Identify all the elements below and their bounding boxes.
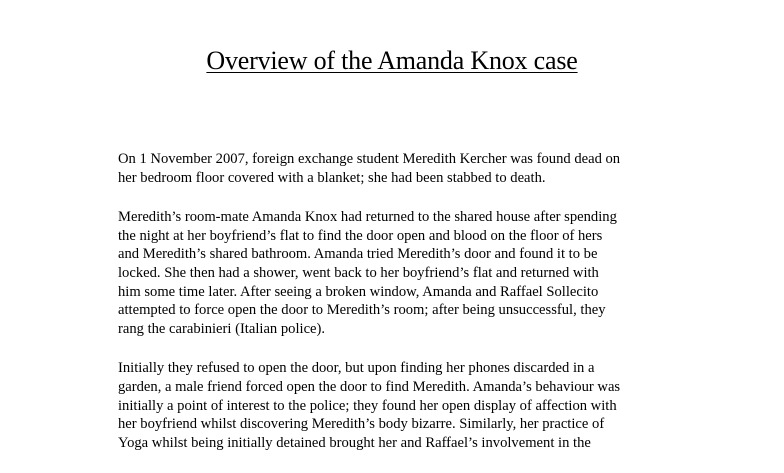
document-title-text: Overview of the Amanda Knox case	[206, 46, 578, 75]
text-line: locked. She then had a shower, went back to her boyfriend’s flat and returned with	[118, 264, 599, 281]
text-line: the night at her boyfriend’s flat to find the door open and blood on the floor of hers	[118, 227, 603, 244]
text-line: her boyfriend whilst discovering Meredith’s body bizarre. Similarly, her practice of	[118, 416, 605, 433]
paragraph-1	[118, 150, 678, 187]
text-line: initially a point of interest to the police; they found her open display of affection with	[118, 397, 617, 414]
text-line: garden, a male friend forced open the door to find Meredith. Amanda’s behaviour was	[118, 378, 621, 395]
text-line: him some time later. After seeing a broken window, Amanda and Raffael Sollecito	[118, 283, 599, 300]
document-body	[118, 150, 678, 473]
text-line: Meredith’s room-mate Amanda Knox had returned to the shared house after spending	[118, 209, 617, 226]
text-line: Yoga whilst being initially detained brought her and Raffael’s involvement in the	[118, 434, 591, 451]
text-line: and Meredith’s shared bathroom. Amanda tried Meredith’s door and found it to be	[118, 246, 598, 263]
text-line: her bedroom floor covered with a blanket; she had been stabbed to death.	[118, 169, 546, 186]
document-title	[0, 45, 784, 77]
text-line: Initially they refused to open the door, but upon finding her phones discarded in a	[118, 360, 595, 377]
text-line: On 1 November 2007, foreign exchange student Meredith Kercher was found dead on	[118, 151, 621, 167]
paragraph-2	[118, 208, 678, 338]
paragraph-3	[118, 359, 678, 452]
text-line: rang the carabinieri (Italian police).	[118, 320, 326, 337]
text-line: attempted to force open the door to Meredith’s room; after being unsuccessful, they	[118, 302, 606, 319]
